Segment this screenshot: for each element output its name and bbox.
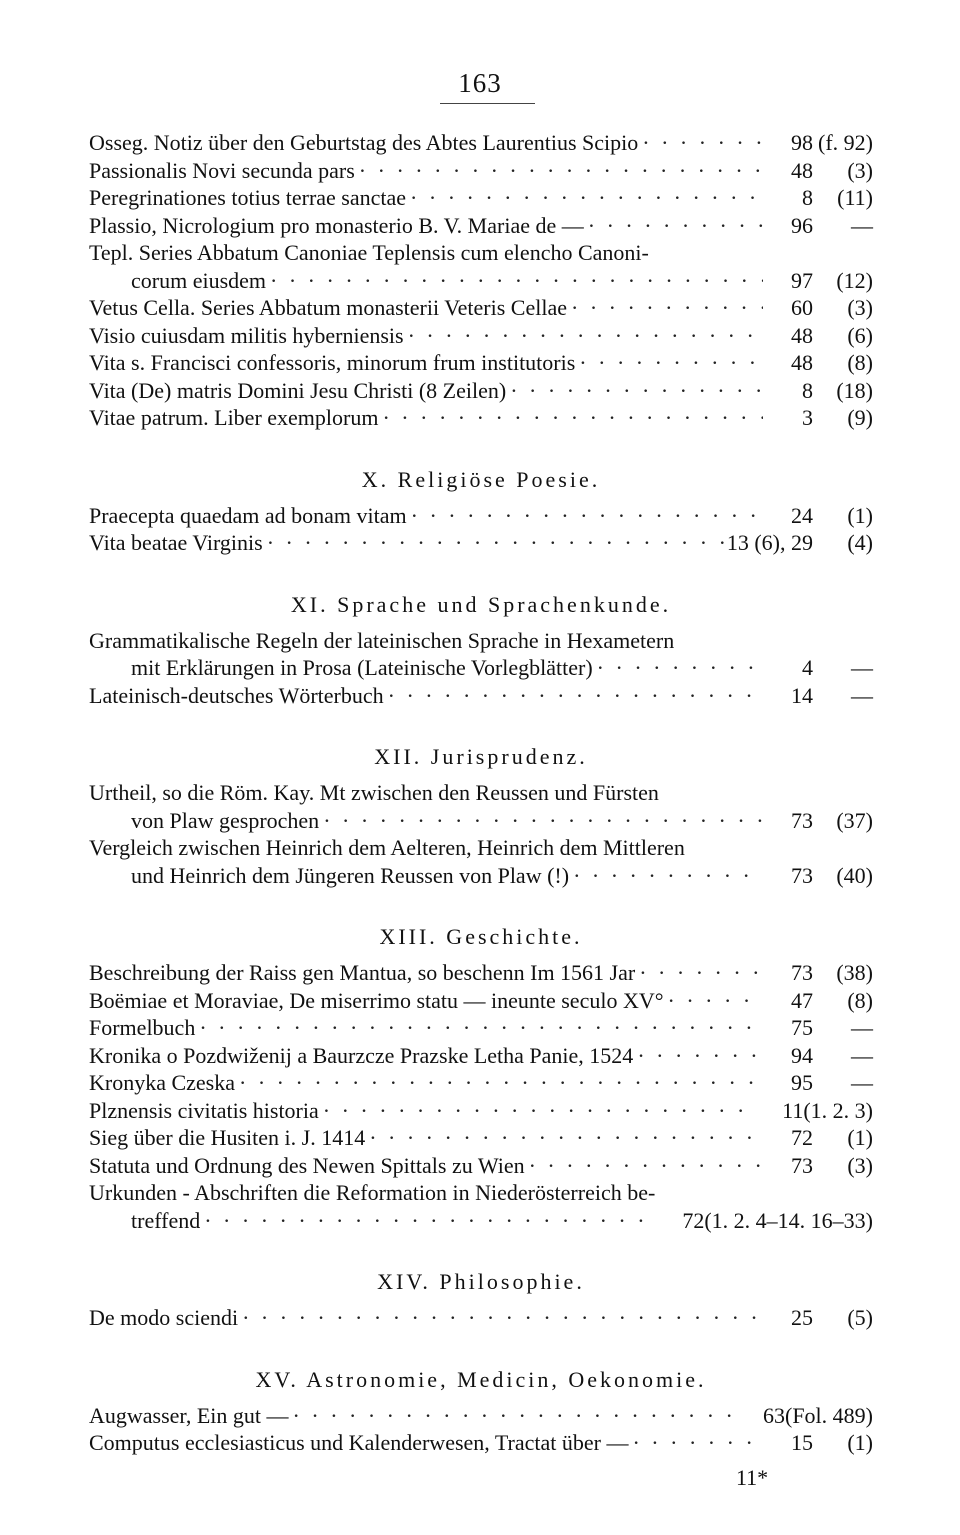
entry-page: 72 bbox=[791, 1125, 813, 1150]
entry-line bbox=[89, 1042, 873, 1070]
entry-number: (11) bbox=[837, 185, 873, 210]
leader-dots bbox=[584, 212, 763, 240]
entry-title: Osseg. Notiz über den Geburtstag des Abtes Laurentius Scipio bbox=[89, 130, 639, 155]
entry-page: 25 bbox=[791, 1305, 813, 1330]
entry-line bbox=[89, 1124, 873, 1152]
entry-line bbox=[89, 529, 873, 557]
entry-line bbox=[89, 1207, 873, 1235]
index-entry bbox=[89, 1402, 873, 1430]
entry-page: 3 bbox=[802, 405, 813, 430]
entry-line bbox=[89, 377, 873, 405]
index-entry bbox=[89, 212, 873, 240]
entry-page: 95 bbox=[791, 1070, 813, 1095]
entry-number: (1. 2. 3) bbox=[803, 1097, 873, 1123]
section-title: XII. Jurisprudenz. bbox=[374, 744, 588, 769]
section-title: XIV. Philosophie. bbox=[377, 1269, 585, 1294]
leader-dots bbox=[569, 862, 763, 890]
entry-page: 8 bbox=[802, 185, 813, 210]
entry-line bbox=[89, 404, 873, 432]
entry-number: (3) bbox=[847, 1152, 873, 1178]
entry-title: Beschreibung der Raiss gen Mantua, so beschenn Im 1561 Jar bbox=[89, 960, 636, 985]
entry-number: (4) bbox=[847, 530, 873, 555]
entry-page: 73 bbox=[791, 960, 813, 985]
leader-dots bbox=[263, 529, 727, 557]
entry-number: — bbox=[851, 1015, 873, 1040]
entry-title: Statuta und Ordnung des Newen Spittals zu Wien bbox=[89, 1152, 525, 1178]
entry-title: Tepl. Series Abbatum Canoniae Teplensis cum elencho Canoni- bbox=[89, 240, 649, 265]
entry-line bbox=[89, 1402, 873, 1430]
entry-number: (6) bbox=[847, 322, 873, 348]
entry-page: 47 bbox=[791, 987, 813, 1013]
leader-dots bbox=[200, 1207, 654, 1235]
entry-title: Kronyka Czeska bbox=[89, 1070, 236, 1095]
entry-number: — bbox=[851, 1070, 873, 1095]
leader-dots bbox=[506, 377, 763, 405]
index-entry bbox=[89, 129, 873, 157]
entry-number: — bbox=[851, 1042, 873, 1068]
entry-number: (5) bbox=[847, 1305, 873, 1330]
entry-title: Computus ecclesiasticus und Kalenderwesen, Tractat über — bbox=[89, 1430, 629, 1455]
entry-number: — bbox=[851, 655, 873, 680]
entry-line bbox=[89, 239, 873, 267]
entry-page: 73 bbox=[791, 807, 813, 833]
entry-title: Plznensis civitatis historia bbox=[89, 1097, 319, 1123]
leader-dots bbox=[525, 1152, 763, 1180]
leader-dots bbox=[235, 1069, 763, 1097]
leader-dots bbox=[633, 1042, 763, 1070]
index-entry bbox=[89, 1429, 873, 1457]
entry-page: 15 bbox=[791, 1430, 813, 1455]
entry-page: 94 bbox=[791, 1042, 813, 1068]
leader-dots bbox=[628, 1429, 763, 1457]
entry-title: Plassio, Nicrologium pro monasterio B. V. Mariae de — bbox=[89, 212, 584, 238]
index-entry bbox=[89, 404, 873, 432]
entry-number: (Fol. 489) bbox=[785, 1402, 873, 1428]
index-entry bbox=[89, 627, 873, 682]
entry-title: Vita (De) matris Domini Jesu Christi (8 Zeilen) bbox=[89, 377, 507, 403]
entry-page: 11 bbox=[782, 1097, 804, 1123]
entry-title: von Plaw gesprochen bbox=[131, 807, 320, 833]
index-entry bbox=[89, 322, 873, 350]
entry-page: 24 bbox=[791, 502, 813, 528]
section-title: XV. Astronomie, Medicin, Oekonomie. bbox=[255, 1366, 707, 1392]
index-entry bbox=[89, 377, 873, 405]
entry-page: 75 bbox=[791, 1015, 813, 1040]
entry-number: (3) bbox=[847, 295, 873, 320]
entry-number: (9) bbox=[847, 405, 873, 430]
entry-title: Grammatikalische Regeln der lateinischen Sprache in Hexametern bbox=[89, 627, 675, 653]
entry-title: Urkunden - Abschriften die Reformation in Niederösterreich be- bbox=[89, 1180, 656, 1205]
leader-dots bbox=[289, 1402, 735, 1430]
page-number: 163 bbox=[458, 68, 502, 98]
index-section bbox=[89, 1366, 873, 1457]
index-entry bbox=[89, 987, 873, 1015]
entry-page: 13 (6), 29 bbox=[726, 530, 813, 555]
leader-dots bbox=[404, 322, 763, 350]
entry-number: (8) bbox=[847, 350, 873, 375]
entry-number: — bbox=[851, 212, 873, 238]
entry-title: Passionalis Novi secunda pars bbox=[89, 157, 355, 183]
entry-title: Vetus Cella. Series Abbatum monasterii Veteris Cellae bbox=[89, 295, 567, 320]
entry-line bbox=[89, 1304, 873, 1332]
index-entry bbox=[89, 502, 873, 530]
entry-number: (38) bbox=[836, 960, 873, 985]
leader-dots bbox=[378, 404, 763, 432]
index-entry bbox=[89, 1014, 873, 1042]
entry-page: 73 bbox=[791, 862, 813, 888]
entry-line bbox=[89, 294, 873, 322]
index-entry bbox=[89, 1097, 873, 1125]
entry-title: Peregrinationes totius terrae sanctae bbox=[89, 185, 407, 210]
entry-line bbox=[89, 157, 873, 185]
entry-page: 72 bbox=[682, 1207, 705, 1233]
entry-number: (3) bbox=[847, 157, 873, 183]
index-section bbox=[89, 466, 873, 557]
index-entry bbox=[89, 779, 873, 834]
leader-dots bbox=[664, 987, 763, 1015]
entry-number: (1) bbox=[847, 1125, 873, 1150]
index-entry bbox=[89, 682, 873, 710]
index-entry bbox=[89, 529, 873, 557]
entry-page: 48 bbox=[791, 322, 813, 348]
index-content bbox=[89, 129, 873, 1457]
entry-title: corum eiusdem bbox=[131, 267, 267, 293]
entry-number: — bbox=[851, 682, 873, 708]
entry-title: Augwasser, Ein gut — bbox=[89, 1402, 289, 1428]
entry-line bbox=[89, 1179, 873, 1207]
entry-line bbox=[89, 1429, 873, 1457]
index-entry bbox=[89, 184, 873, 212]
entry-line bbox=[89, 834, 873, 862]
entry-number: (1) bbox=[847, 1430, 873, 1455]
index-entry bbox=[89, 834, 873, 889]
leader-dots bbox=[635, 959, 763, 987]
page-number-rule bbox=[440, 103, 535, 104]
entry-line bbox=[89, 322, 873, 350]
leader-dots bbox=[238, 1304, 763, 1332]
entry-page: 97 bbox=[791, 267, 813, 293]
entry-title: Vergleich zwischen Heinrich dem Aelteren, Heinrich dem Mittleren bbox=[89, 835, 685, 860]
index-entry bbox=[89, 1042, 873, 1070]
entry-number: (f. 92) bbox=[818, 130, 873, 155]
index-entry bbox=[89, 349, 873, 377]
entry-line bbox=[89, 349, 873, 377]
index-entry bbox=[89, 1124, 873, 1152]
index-section bbox=[89, 1268, 873, 1332]
leader-dots bbox=[567, 294, 763, 322]
entry-title: Sieg über die Husiten i. J. 1414 bbox=[89, 1125, 366, 1150]
index-entry bbox=[89, 1304, 873, 1332]
entry-line bbox=[89, 627, 873, 655]
entry-line bbox=[89, 682, 873, 710]
entry-number: (1. 2. 4–14. 16–33) bbox=[704, 1207, 873, 1233]
entry-number: (18) bbox=[836, 377, 873, 403]
entry-page: 96 bbox=[791, 212, 813, 238]
entry-line bbox=[89, 1069, 873, 1097]
entry-line bbox=[89, 129, 873, 157]
entry-title: Vita s. Francisci confessoris, minorum frum institutoris bbox=[89, 350, 576, 375]
leader-dots bbox=[406, 184, 763, 212]
index-section bbox=[89, 743, 873, 889]
entry-line bbox=[89, 654, 873, 682]
index-entry bbox=[89, 959, 873, 987]
entry-title: treffend bbox=[131, 1207, 201, 1233]
section-title: XI. Sprache und Sprachenkunde. bbox=[290, 591, 672, 617]
leader-dots bbox=[384, 682, 763, 710]
entry-line bbox=[89, 1152, 873, 1180]
entry-page: 48 bbox=[791, 157, 813, 183]
entry-line bbox=[89, 502, 873, 530]
entry-title: mit Erklärungen in Prosa (Lateinische Vorlegblätter) bbox=[131, 655, 593, 680]
entry-page: 98 bbox=[791, 130, 813, 155]
entry-title: und Heinrich dem Jüngeren Reussen von Plaw (!) bbox=[131, 862, 570, 888]
entry-page: 8 bbox=[802, 377, 813, 403]
index-section bbox=[89, 129, 873, 432]
entry-line bbox=[89, 959, 873, 987]
leader-dots bbox=[365, 1124, 763, 1152]
entry-title: De modo sciendi bbox=[89, 1305, 239, 1330]
entry-line bbox=[89, 779, 873, 807]
index-entry bbox=[89, 1179, 873, 1234]
leader-dots bbox=[575, 349, 763, 377]
entry-title: Boëmiae et Moraviae, De miserrimo statu — ineunte seculo XV° bbox=[89, 987, 664, 1013]
leader-dots bbox=[195, 1014, 763, 1042]
index-entry bbox=[89, 294, 873, 322]
entry-line bbox=[89, 1097, 873, 1125]
entry-line bbox=[89, 212, 873, 240]
index-section bbox=[89, 923, 873, 1234]
entry-line bbox=[89, 1014, 873, 1042]
section-title: X. Religiöse Poesie. bbox=[361, 466, 601, 492]
entry-title: Vitae patrum. Liber exemplorum bbox=[89, 405, 379, 430]
leader-dots bbox=[593, 654, 763, 682]
entry-page: 73 bbox=[791, 1152, 813, 1178]
entry-line bbox=[89, 987, 873, 1015]
leader-dots bbox=[638, 129, 763, 157]
entry-title: Urtheil, so die Röm. Kay. Mt zwischen den Reussen und Fürsten bbox=[89, 780, 659, 805]
entry-page: 14 bbox=[791, 682, 813, 708]
leader-dots bbox=[266, 267, 763, 295]
entry-number: (37) bbox=[836, 807, 873, 833]
index-entry bbox=[89, 157, 873, 185]
section-title: XIII. Geschichte. bbox=[379, 924, 583, 949]
entry-number: (8) bbox=[847, 987, 873, 1013]
entry-title: Visio cuiusdam militis hyberniensis bbox=[89, 322, 404, 348]
entry-line bbox=[89, 184, 873, 212]
entry-page: 4 bbox=[802, 655, 813, 680]
entry-page: 63 bbox=[763, 1402, 785, 1428]
entry-page: 48 bbox=[791, 350, 813, 375]
index-entry bbox=[89, 1069, 873, 1097]
leader-dots bbox=[319, 807, 763, 835]
entry-title: Praecepta quaedam ad bonam vitam bbox=[89, 502, 407, 528]
entry-page: 60 bbox=[791, 295, 813, 320]
leader-dots bbox=[355, 157, 763, 185]
entry-number: (12) bbox=[836, 267, 873, 293]
index-section bbox=[89, 591, 873, 710]
index-entry bbox=[89, 1152, 873, 1180]
entry-title: Lateinisch-deutsches Wörterbuch bbox=[89, 682, 384, 708]
entry-title: Vita beatae Virginis bbox=[89, 530, 263, 555]
entry-line bbox=[89, 267, 873, 295]
entry-number: (1) bbox=[847, 502, 873, 528]
entry-number: (40) bbox=[836, 862, 873, 888]
entry-title: Formelbuch bbox=[89, 1015, 196, 1040]
leader-dots bbox=[407, 502, 763, 530]
entry-title: Kronika o Pozdwiženij a Baurzcze Prazske Letha Panie, 1524 bbox=[89, 1042, 634, 1068]
index-entry bbox=[89, 239, 873, 294]
entry-line bbox=[89, 862, 873, 890]
leader-dots bbox=[319, 1097, 754, 1125]
entry-line bbox=[89, 807, 873, 835]
signature-mark: 11* bbox=[736, 1465, 769, 1490]
